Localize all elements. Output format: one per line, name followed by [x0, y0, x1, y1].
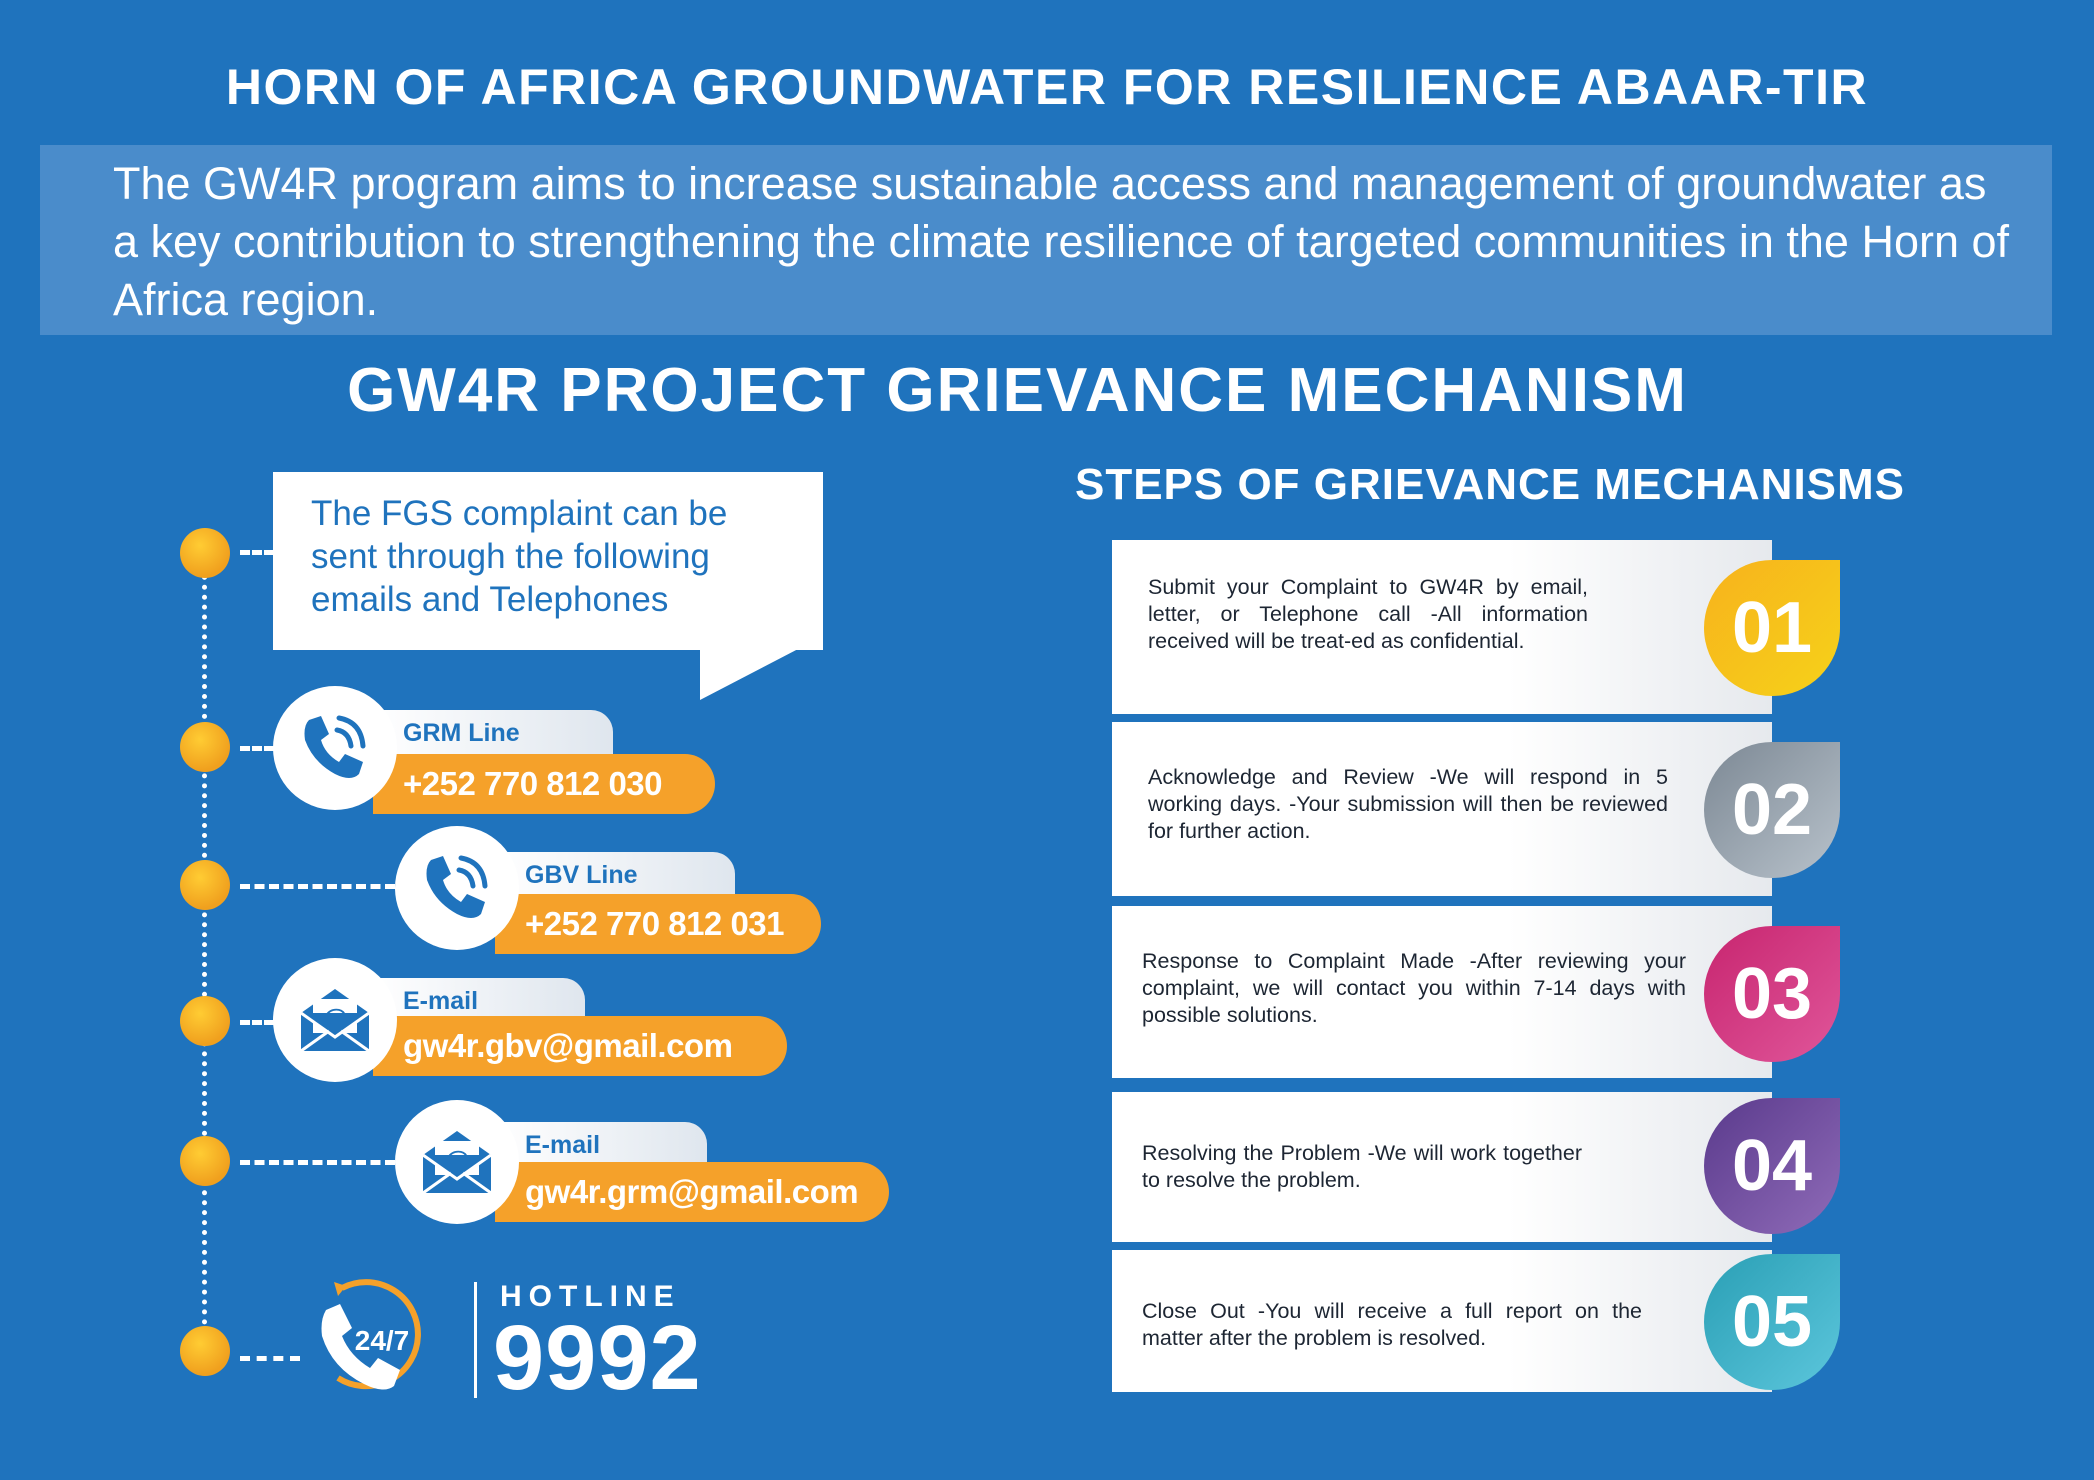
intro-text: The GW4R program aims to increase sustainable access and management of groundwater as a key contribution to strengthening the climate resilience of targeted communities in the Horn of Africa region. [113, 158, 2010, 325]
step-card [1112, 722, 1772, 896]
complaint-bubble [273, 472, 823, 650]
hotline-number[interactable]: 9992 [493, 1307, 702, 1409]
timeline-dot [180, 1136, 230, 1186]
step-number-badge: 05 [1704, 1254, 1840, 1390]
email-icon [273, 958, 397, 1082]
contact-label: GBV Line [495, 852, 735, 900]
contact-value[interactable]: gw4r.grm@gmail.com [495, 1162, 889, 1222]
contact-label: GRM Line [373, 710, 613, 758]
bubble-tail [700, 648, 800, 700]
step-card [1112, 1250, 1772, 1392]
email-icon [395, 1100, 519, 1224]
timeline-dot [180, 528, 230, 578]
step-number-badge: 02 [1704, 742, 1840, 878]
contact-value[interactable]: gw4r.gbv@gmail.com [373, 1016, 787, 1076]
contact-label: E-mail [495, 1122, 707, 1170]
step-text: Submit your Complaint to GW4R by email, letter, or Telephone call -All information received will be treat-ed as confidential. [1148, 575, 1588, 653]
step-card [1112, 1092, 1772, 1242]
hotline-label: HOTLINE [500, 1280, 681, 1313]
timeline-line [202, 555, 207, 1345]
step-number-badge: 04 [1704, 1098, 1840, 1234]
step-card [1112, 906, 1772, 1078]
step-number-badge: 01 [1704, 560, 1840, 696]
hotline-separator [474, 1282, 477, 1398]
steps-title: STEPS OF GRIEVANCE MECHANISMS [1074, 460, 1906, 509]
step-text: Close Out -You will receive a full report on the matter after the problem is resolved. [1142, 1299, 1642, 1350]
timeline-connector [240, 1020, 274, 1025]
step-text: Acknowledge and Review -We will respond in 5 working days. -Your submission will then be reviewed for further action. [1148, 765, 1668, 843]
hotline-badge: 24/7 [354, 1325, 410, 1356]
timeline-connector [240, 1160, 395, 1165]
timeline-connector [240, 746, 274, 751]
timeline-connector [240, 1356, 300, 1361]
timeline-dot [180, 996, 230, 1046]
step-text: Resolving the Problem -We will work together to resolve the problem. [1142, 1141, 1582, 1192]
complaint-bubble-text: The FGS complaint can be sent through the following emails and Telephones [311, 494, 728, 619]
timeline-dot [180, 860, 230, 910]
timeline-dot [180, 1326, 230, 1376]
phone-icon [395, 826, 519, 950]
step-text: Response to Complaint Made -After reviewing your complaint, we will contact you within 7-14 days with possible solutions. [1142, 949, 1686, 1027]
contact-label: E-mail [373, 978, 585, 1026]
section-title: GW4R PROJECT GRIEVANCE MECHANISM [347, 356, 1688, 425]
main-title: HORN OF AFRICA GROUNDWATER FOR RESILIENCE ABAAR-TIR [225, 59, 1869, 115]
phone-icon [273, 686, 397, 810]
contact-value[interactable]: +252 770 812 031 [495, 894, 821, 954]
timeline-connector [240, 884, 395, 889]
step-card [1112, 540, 1772, 714]
timeline-dot [180, 722, 230, 772]
step-number-badge: 03 [1704, 926, 1840, 1062]
timeline-connector [240, 550, 274, 555]
phone-24-7-icon [312, 1268, 432, 1408]
contact-value[interactable]: +252 770 812 030 [373, 754, 715, 814]
